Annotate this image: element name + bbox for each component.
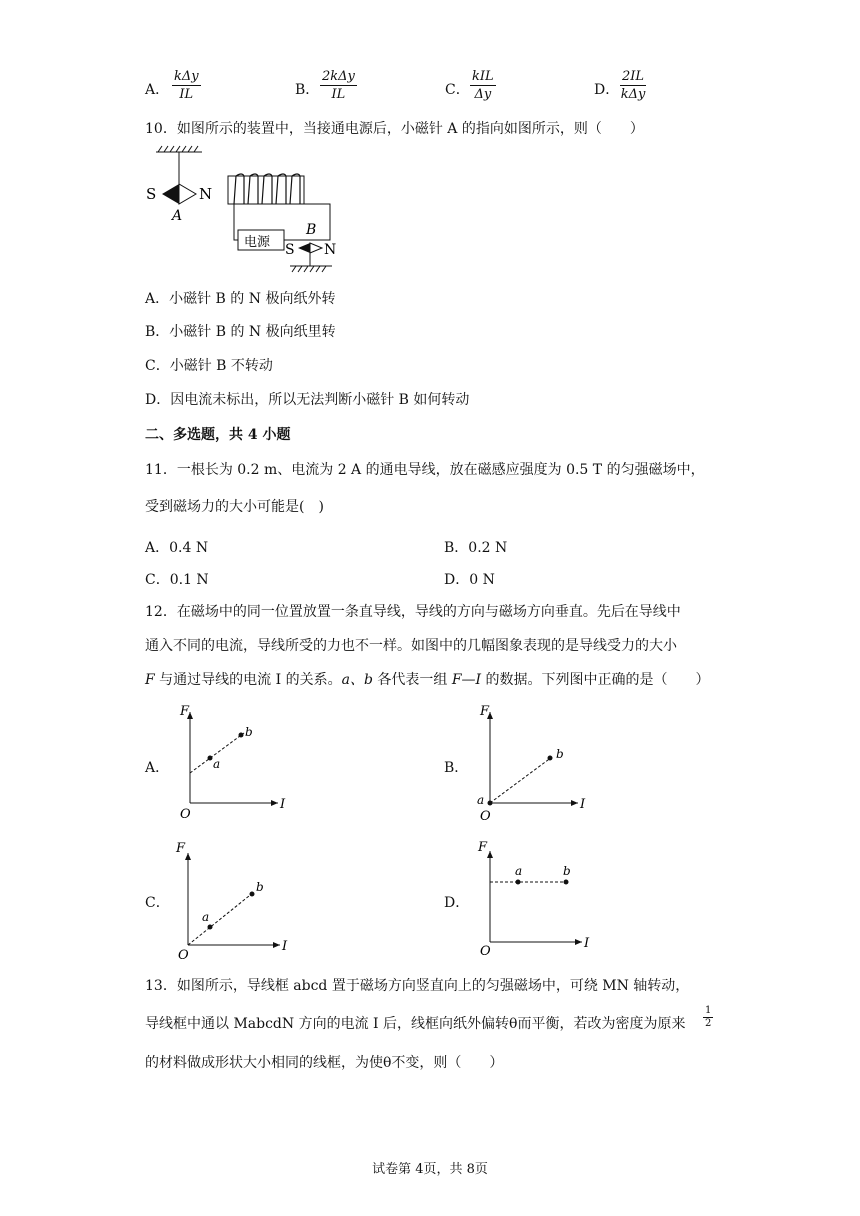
q12-stem-part: 的数据。下列图中正确的是（ ） — [481, 672, 710, 688]
point-b — [564, 880, 569, 885]
q11-stem-line1: 11．一根长为 0.2 m、电流为 2 A 的通电导线，放在磁感应强度为 0.5 T 的匀强磁场中， — [145, 462, 705, 478]
solenoid-core — [228, 176, 304, 204]
point-b-label: b — [556, 747, 564, 761]
solenoid-coil — [234, 174, 300, 204]
point-a-label: a — [477, 793, 485, 807]
graph-a — [170, 700, 290, 825]
label-n-b: N — [324, 242, 337, 258]
fraction-denominator: IL — [331, 87, 346, 102]
q9-option-c-fraction — [470, 68, 496, 103]
origin-label: O — [480, 944, 491, 959]
ceiling-hatch — [156, 146, 202, 152]
q9-option-a-fraction — [172, 68, 201, 103]
section-heading: 二、多选题，共 4 小题 — [145, 427, 291, 443]
origin-label: O — [178, 948, 189, 962]
q13-stem-line3: 的材料做成形状大小相同的线框，为使θ不变，则（ ） — [145, 1055, 504, 1071]
point-b — [250, 892, 255, 897]
fraction-numerator: 1 — [705, 1005, 712, 1016]
fraction-denominator: kΔy — [620, 87, 646, 102]
needle-a-north — [179, 184, 196, 204]
q9-option-a-label: A． — [145, 82, 170, 98]
q10-option-b: B．小磁针 B 的 N 极向纸里转 — [145, 324, 336, 340]
q12-stem-line2: 通入不同的电流，导线所受的力也不一样。如图中的几幅图象表现的是导线受力的大小 — [145, 638, 677, 654]
point-b-label: b — [256, 880, 264, 894]
f-axis-label: F — [180, 704, 190, 719]
fraction-denominator: IL — [179, 87, 194, 102]
i-axis-label: I — [280, 797, 286, 812]
q12-stem-line3 — [145, 669, 710, 689]
fraction-denominator: Δy — [474, 87, 492, 102]
q12-f-symbol: F — [145, 672, 155, 688]
f-axis-label: F — [176, 841, 186, 856]
q11-option-c: C．0.1 N — [145, 572, 209, 588]
point-a — [516, 880, 521, 885]
label-n-a: N — [199, 185, 213, 203]
data-line — [490, 757, 552, 803]
fraction-numerator: kIL — [472, 69, 494, 84]
point-a — [488, 801, 493, 806]
label-b: B — [306, 222, 317, 238]
q12-option-d-label: D． — [444, 895, 470, 911]
graph-c — [168, 837, 293, 962]
q10-stem: 10．如图所示的装置中，当接通电源后，小磁针 A 的指向如图所示，则（ ） — [145, 121, 644, 137]
q13-half-fraction — [703, 1005, 713, 1030]
q12-option-a-label: A． — [145, 760, 170, 776]
floor-hatch — [290, 266, 332, 272]
q13-stem-line2: 导线框中通以 MabcdN 方向的电流 I 后，线框向纸外偏转θ而平衡，若改为密度为原来 — [145, 1016, 686, 1032]
i-axis-label: I — [282, 939, 288, 954]
label-a: A — [172, 208, 183, 224]
i-axis-label: I — [580, 797, 586, 812]
fraction-numerator: kΔy — [174, 69, 199, 84]
page-footer: 试卷第 4页，共 8页 — [372, 1162, 488, 1177]
q10-option-c: C．小磁针 B 不转动 — [145, 358, 273, 374]
q11-option-a: A．0.4 N — [145, 540, 209, 556]
f-axis-label: F — [480, 704, 490, 719]
point-a-label: a — [202, 910, 210, 924]
q11-option-b: B．0.2 N — [444, 540, 508, 556]
point-b-label: b — [563, 864, 571, 878]
point-b-label: b — [245, 725, 253, 739]
i-axis-label: I — [584, 936, 590, 951]
fraction-numerator: 2IL — [622, 69, 645, 84]
point-a — [208, 925, 213, 930]
needle-b-north — [310, 243, 322, 253]
q12-option-b-label: B． — [444, 760, 469, 776]
q9-option-d-label: D． — [594, 82, 620, 98]
origin-label: O — [180, 807, 191, 822]
graph-b — [470, 700, 590, 825]
q11-stem-line2: 受到磁场力的大小可能是( ) — [145, 499, 324, 515]
point-a — [208, 756, 213, 761]
q12-fi-symbol: F—I — [451, 672, 482, 688]
q12-stem-line1: 12．在磁场中的同一位置放置一条直导线，导线的方向与磁场方向垂直。先后在导线中 — [145, 604, 681, 620]
q12-option-c-label: C． — [145, 895, 170, 911]
label-s-a: S — [146, 185, 157, 203]
needle-a-south — [162, 184, 179, 204]
q9-option-b-label: B． — [295, 82, 320, 98]
fraction-numerator: 2kΔy — [322, 69, 355, 84]
origin-label: O — [480, 809, 491, 824]
fraction-denominator: 2 — [705, 1018, 712, 1029]
q9-option-b-fraction — [320, 68, 357, 103]
q9-option-c-label: C． — [445, 82, 470, 98]
point-b — [239, 733, 244, 738]
q10-option-a: A．小磁针 B 的 N 极向纸外转 — [145, 291, 336, 307]
data-line — [188, 892, 254, 945]
q11-option-d: D．0 N — [444, 572, 495, 588]
needle-b-south — [298, 243, 310, 253]
q13-stem-line1: 13．如图所示，导线框 abcd 置于磁场方向竖直向上的匀强磁场中，可绕 MN 轴转动， — [145, 978, 690, 994]
point-a-label: a — [515, 864, 523, 878]
label-s-b: S — [285, 242, 295, 258]
point-a-label: a — [213, 757, 221, 771]
point-b — [548, 756, 553, 761]
q12-ab-symbols: a、b — [341, 672, 373, 688]
f-axis-label: F — [478, 840, 488, 855]
q10-figure — [140, 142, 360, 277]
graph-d — [470, 837, 595, 962]
power-label: 电源 — [244, 235, 271, 250]
q10-option-d: D．因电流未标出，所以无法判断小磁针 B 如何转动 — [145, 392, 470, 408]
q9-option-d-fraction — [620, 68, 646, 103]
q12-stem-part: 各代表一组 — [372, 672, 452, 688]
q12-stem-part: 与通过导线的电流 I 的关系。 — [154, 672, 342, 688]
